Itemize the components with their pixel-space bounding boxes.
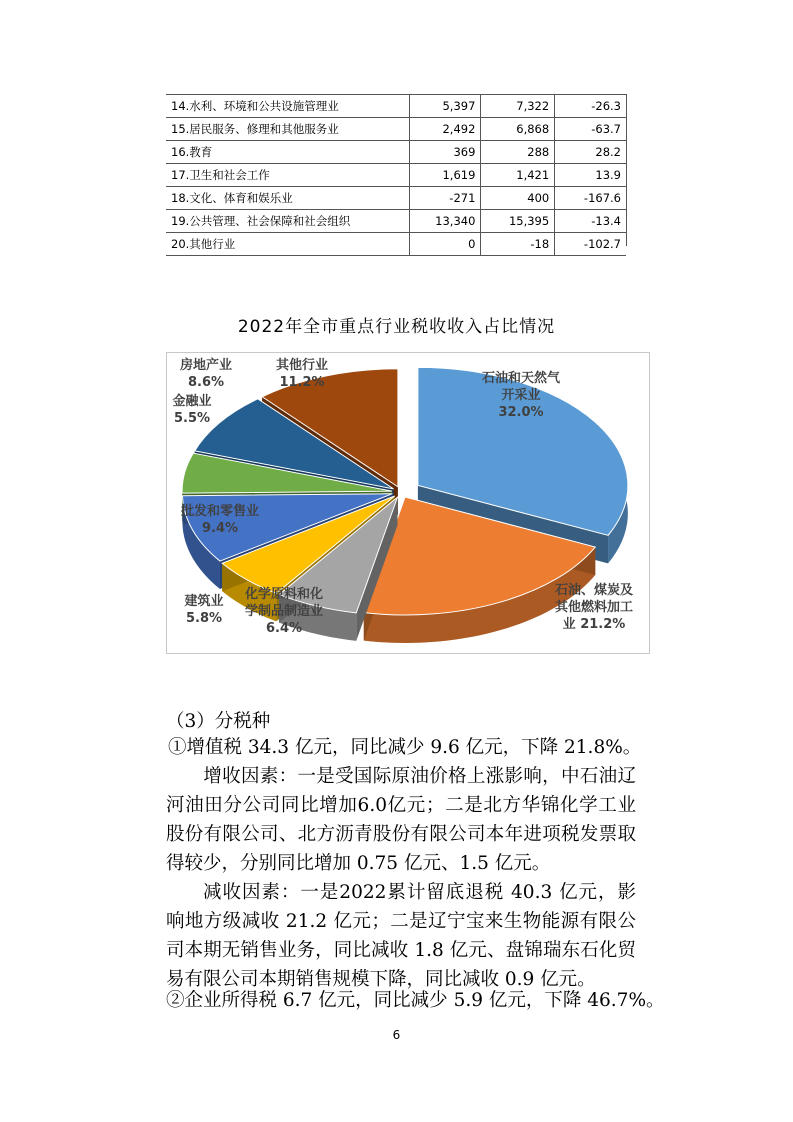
table-cell-value: 2,492 [409, 118, 481, 141]
slice-label: 金融业 5.5% [172, 394, 212, 426]
table-cell-value: 288 [481, 141, 555, 164]
paragraph-decrease-factors [166, 878, 636, 994]
table-cell-value: 1,619 [409, 164, 481, 187]
slice-label: 房地产业 8.6% [179, 358, 233, 390]
table-cell-value: -63.7 [555, 118, 626, 141]
table-cell-value: -13.4 [555, 210, 626, 233]
slice-label: 石油、煤炭及其他燃料加工业 21.2% [554, 583, 634, 632]
slice-label: 化学原料和化学制品制造业 6.4% [244, 587, 324, 636]
slice-label: 建筑业 5.8% [184, 594, 224, 626]
table-cell-industry: 16.教育 [166, 141, 409, 164]
table-cell-value: 7,322 [481, 95, 555, 118]
slice-label: 石油和天然气开采业 32.0% [481, 371, 561, 420]
paragraph-corporate-text: ②企业所得税 6.7 亿元，同比减少 5.9 亿元，下降 46.7%。 [166, 990, 665, 1011]
table-cell-value: 15,395 [481, 210, 555, 233]
table-cell-value: 369 [409, 141, 481, 164]
paragraph-vat-text: ①增值税 34.3 亿元，同比减少 9.6 亿元，下降 21.8%。 [168, 737, 642, 758]
section-heading: （3）分税种 [166, 711, 271, 732]
pie-chart [166, 352, 648, 652]
table-cell-value: 0 [409, 233, 481, 256]
table-cell-value: -26.3 [555, 95, 626, 118]
paragraph-corporate-tax [166, 986, 665, 1015]
industry-tax-table [166, 94, 626, 256]
table-cell-value: 1,421 [481, 164, 555, 187]
table-right-border [626, 94, 627, 246]
table-row [166, 95, 626, 118]
table-row [166, 141, 626, 164]
paragraph-vat [166, 733, 641, 762]
slice-label: 其他行业 11.2% [275, 358, 329, 390]
table-cell-value: 13.9 [555, 164, 626, 187]
table-cell-value: -18 [481, 233, 555, 256]
paragraph-decrease-text: 减收因素：一是2022累计留底退税 40.3 亿元，影响地方级减收 21.2 亿元；二是辽宁宝来生物能源有限公司本期无销售业务，同比减收 1.8 亿元、盘锦瑞东石化贸易有限公司本期销售规模下降，同比减收 0.9 亿元。 [166, 882, 636, 990]
table-row [166, 164, 626, 187]
table-cell-value: 28.2 [555, 141, 626, 164]
table-cell-value: -167.6 [555, 187, 626, 210]
table-row [166, 210, 626, 233]
page-number: 6 [392, 1028, 401, 1042]
table-cell-value: -102.7 [555, 233, 626, 256]
table-cell-industry: 18.文化、体育和娱乐业 [166, 187, 409, 210]
table-cell-value: -271 [409, 187, 481, 210]
table-cell-value: 6,868 [481, 118, 555, 141]
table-row [166, 233, 626, 256]
table-cell-value: 13,340 [409, 210, 481, 233]
table-cell-industry: 19.公共管理、社会保障和社会组织 [166, 210, 409, 233]
table-row [166, 118, 626, 141]
chart-title: 2022年全市重点行业税收收入占比情况 [237, 317, 556, 337]
table-row [166, 187, 626, 210]
table-cell-industry: 20.其他行业 [166, 233, 409, 256]
paragraph-increase-factors [166, 762, 636, 878]
slice-label: 批发和零售业 9.4% [180, 504, 260, 536]
table-cell-industry: 14.水利、环境和公共设施管理业 [166, 95, 409, 118]
table-cell-industry: 15.居民服务、修理和其他服务业 [166, 118, 409, 141]
table-cell-value: 5,397 [409, 95, 481, 118]
paragraph-increase-text: 增收因素：一是受国际原油价格上涨影响，中石油辽河油田分公司同比增加6.0亿元；二是北方华锦化学工业股份有限公司、北方沥青股份有限公司本年进项税发票取得较少，分别同比增加 0.75 亿元、1.5 亿元。 [166, 766, 636, 874]
table-cell-industry: 17.卫生和社会工作 [166, 164, 409, 187]
table-cell-value: 400 [481, 187, 555, 210]
